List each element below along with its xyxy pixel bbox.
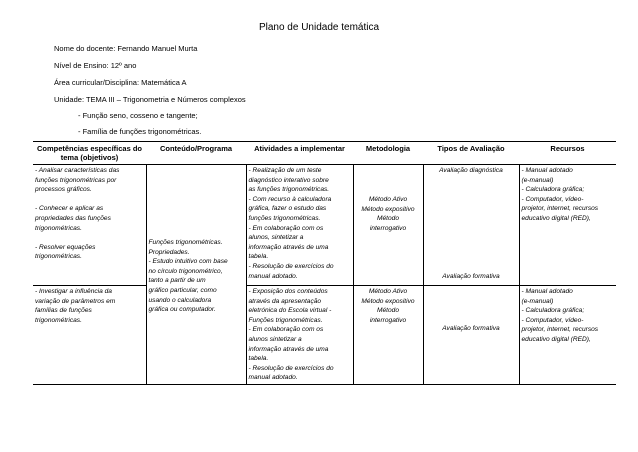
cell-line: famílias de funções [35,307,92,315]
atividades-cell [246,286,353,385]
cell-line: - Manual adotado [521,167,573,174]
cell-line: Método [377,307,399,315]
cell-line: Funções trigonométricas. [248,316,323,324]
cell-line: - Conhecer e aplicar as [35,205,104,213]
cell-line: informação através de uma [248,243,329,251]
cell-line: Método Ativo [368,196,408,203]
cell-line: - Computador, vídeo- [521,195,584,203]
cell-line: - Resolver equações [35,243,96,251]
cell-line: através da apresentação [248,297,322,305]
atividades-cell [246,165,353,286]
cell-line: tanto a partir de um [148,277,206,285]
conteudo-cell [146,165,246,385]
cell-line: projetor, internet, recursos [521,326,599,334]
cell-line: manual adotado. [248,374,298,382]
topic-bullet: - Família de funções trigonométricas. [78,127,202,136]
plan-table [33,141,616,385]
header-conteudo: Conteúdo/Programa [146,142,246,165]
cell-line: manual adotado. [248,272,298,280]
recursos-cell [519,286,616,385]
recursos-cell [519,165,616,286]
cell-line: - Resolução de exercícios do [248,262,334,270]
table-row [33,165,616,286]
metodologia-cell [353,165,423,286]
cell-line: Funções trigonométricas. [148,239,223,246]
cell-line: Método expositivo [361,205,415,213]
cell-line: - Calculadora gráfica; [521,307,585,315]
cell-line: educativo digital (RED), [521,214,591,222]
cell-line: (e-manual) [521,176,554,184]
cell-line: - Analisar características das [35,167,120,174]
topic-bullet: - Função seno, cosseno e tangente; [78,111,198,120]
header-avaliacao: Tipos de Avaliação [423,142,519,165]
unit-name: Unidade: TEMA III – Trigonometria e Números complexos [54,95,246,104]
cell-line: Método [377,215,399,223]
cell-line: trigonométricas. [35,224,82,232]
cell-line: educativo digital (RED), [521,335,591,343]
avaliacao-cell [423,165,519,286]
header-metodologia: Metodologia [353,142,423,165]
cell-line: trigonométricas. [35,253,82,261]
cell-line: - Exposição dos conteúdos [248,288,328,295]
cell-line: - Investigar a influência da [35,288,112,295]
cell-line: Propriedades. [148,248,190,256]
cell-line: - Manual adotado [521,288,573,295]
teacher-name: Nome do docente: Fernando Manuel Murta [54,44,198,53]
cell-line: alunos sintetizar a [248,335,302,343]
cell-line: - Com recurso à calculadora [248,195,332,203]
cell-line [35,233,144,243]
cell-line: no círculo trigonométrico, [148,267,223,275]
cell-line: Método expositivo [361,297,415,305]
cell-line [35,195,144,205]
avaliacao-cell [423,286,519,385]
cell-line: - Resolução de exercícios do [248,364,334,372]
cell-line: projetor, internet, recursos [521,205,599,213]
cell-line: usando o calculadora [148,296,212,304]
metodologia-cell [353,286,423,385]
cell-line: gráfica ou computador. [148,306,216,314]
cell-line: alunos, sintetizar a [248,234,304,242]
cell-line: - Em colaboração com os [248,326,324,334]
cell-line: Avaliação diagnóstica [439,167,503,174]
cell-line: - Realização de um teste [248,167,322,174]
cell-line: tabela. [248,355,269,363]
document-title: Plano de Unidade temática [258,22,380,33]
cell-line: processos gráficos. [35,186,92,194]
cell-line: Avaliação formativa [442,325,500,332]
cell-line: interrogativo [369,224,407,232]
table-row [33,286,616,385]
subject-area: Área curricular/Disciplina: Matemática A [54,78,187,87]
cell-line: - Em colaboração com os [248,224,324,232]
cell-line: gráfico particular, como [148,286,217,294]
competencias-cell [33,286,146,385]
education-level: Nível de Ensino: 12º ano [54,61,137,70]
competencias-cell [33,165,146,286]
header-recursos: Recursos [519,142,616,165]
cell-line: Método Ativo [368,288,408,295]
cell-line: - Computador, vídeo- [521,316,584,324]
header-atividades: Atividades a implementar [246,142,353,165]
cell-line: Avaliação formativa [442,272,500,280]
cell-line: tabela. [248,253,269,261]
cell-line: funções trigonométricas por [35,176,117,184]
cell-line: trigonométricas. [35,316,82,324]
cell-line: funções trigonométricas. [248,214,321,222]
cell-line: - Calculadora gráfica; [521,186,585,194]
cell-line: interrogativo [369,316,407,324]
cell-line: informação através de uma [248,345,329,353]
header-competencias: Competências específicas do tema (objetivos) [33,142,146,165]
cell-line: (e-manual) [521,297,554,305]
table-header-row [33,142,616,165]
cell-line: as funções trigonométricas. [248,186,330,194]
cell-line: diagnóstico interativo sobre [248,176,329,184]
cell-line: propriedades das funções [35,214,111,222]
cell-line: eletrónica do Escola virtual - [248,307,332,315]
cell-line: gráfica, fazer o estudo das [248,205,327,213]
cell-line: - Estudo intuitivo com base [148,258,228,266]
cell-line: variação de parâmetros em [35,297,116,305]
